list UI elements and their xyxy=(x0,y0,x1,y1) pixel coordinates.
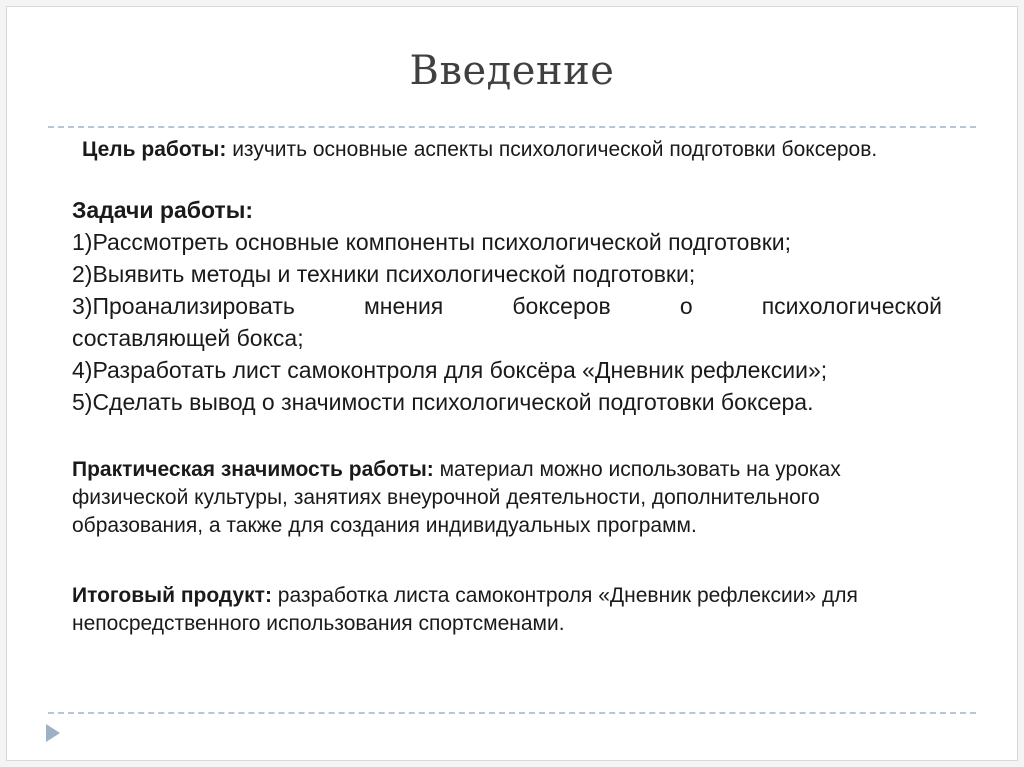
practical-paragraph xyxy=(72,456,942,540)
tasks-block xyxy=(72,194,942,418)
product-paragraph xyxy=(72,582,952,638)
triangle-bullet-icon xyxy=(46,724,60,742)
goal-paragraph xyxy=(82,136,982,164)
goal-label: Цель работы: xyxy=(82,138,227,161)
task-item-2: 2)Выявить методы и техники психологической подготовки; xyxy=(72,261,696,287)
task-item-3: 3)Проанализировать мнения боксеров о психологической xyxy=(72,293,942,319)
product-text: разработка листа самоконтроля «Дневник рефлексии» для непосредственного использования спортсменами. xyxy=(72,584,858,635)
task-item-3-continued: составляющей бокса; xyxy=(72,325,304,351)
practical-text: материал можно использовать на уроках физической культуры, занятиях внеурочной деятельности, дополнительного образования, а также для создания индивидуальных программ. xyxy=(72,458,841,537)
task-item-4: 4)Разработать лист самоконтроля для боксёра «Дневник рефлексии»; xyxy=(72,357,828,383)
bottom-divider xyxy=(48,712,976,714)
product-label: Итоговый продукт: xyxy=(72,584,272,607)
task-item-5: 5)Сделать вывод о значимости психологической подготовки боксера. xyxy=(72,389,814,415)
top-divider xyxy=(48,126,976,128)
tasks-heading-label: Задачи работы: xyxy=(72,197,253,223)
task-item-1: 1)Рассмотреть основные компоненты психологической подготовки; xyxy=(72,229,791,255)
slide-title: Введение xyxy=(409,48,615,94)
practical-label: Практическая значимость работы: xyxy=(72,458,434,481)
goal-text: изучить основные аспекты психологической подготовки боксеров. xyxy=(226,138,878,161)
tasks-heading xyxy=(72,194,942,226)
